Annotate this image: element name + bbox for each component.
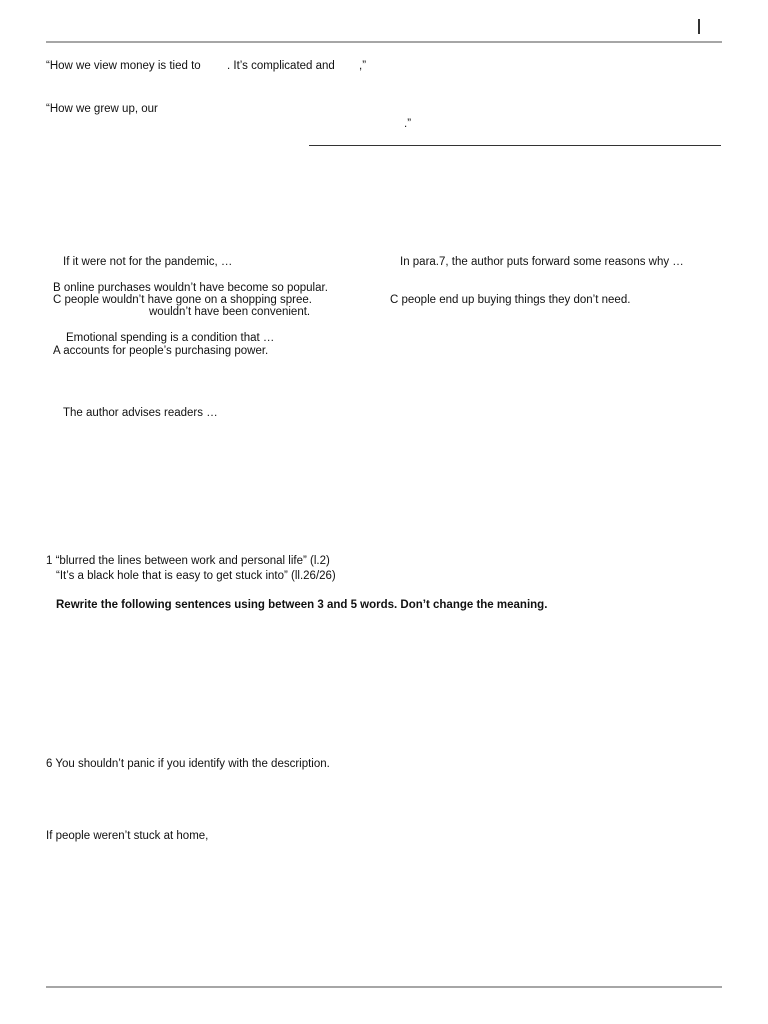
option-convenient: wouldn’t have been convenient. <box>149 306 311 318</box>
option-c-buying: C people end up buying things they don’t need. <box>390 294 631 306</box>
option-c-spree: C people wouldn’t have gone on a shopping spree. <box>53 294 312 306</box>
question-author-advises: The author advises readers … <box>63 407 218 419</box>
quote-1-start: “How we view money is tied to <box>46 60 201 72</box>
vocab-item-1: 1 “blurred the lines between work and personal life” (l.2) <box>46 555 330 567</box>
footer-rule <box>46 986 722 988</box>
option-a-purchasing-power: A accounts for people’s purchasing power. <box>53 345 269 357</box>
answer-line <box>309 145 721 146</box>
option-b-online: B online purchases wouldn’t have become so popular. <box>53 282 328 294</box>
rewrite-item-6: 6 You shouldn’t panic if you identify with the description. <box>46 758 330 770</box>
quote-2-start: “How we grew up, our <box>46 103 158 115</box>
quote-1-middle: . It’s complicated and <box>227 60 335 72</box>
rewrite-stem-home: If people weren’t stuck at home, <box>46 830 209 842</box>
vocab-item-2: “It’s a black hole that is easy to get stuck into” (ll.26/26) <box>56 570 336 582</box>
question-emotional-spending: Emotional spending is a condition that … <box>66 332 275 344</box>
quote-1-end: ,” <box>359 60 367 72</box>
rewrite-instruction: Rewrite the following sentences using between 3 and 5 words. Don’t change the meaning. <box>56 599 548 611</box>
quote-2-end: .” <box>404 118 412 130</box>
question-pandemic: If it were not for the pandemic, … <box>63 256 233 268</box>
header-rule <box>46 41 722 43</box>
question-para7: In para.7, the author puts forward some reasons why … <box>400 256 684 268</box>
page-number-mark <box>698 19 700 34</box>
